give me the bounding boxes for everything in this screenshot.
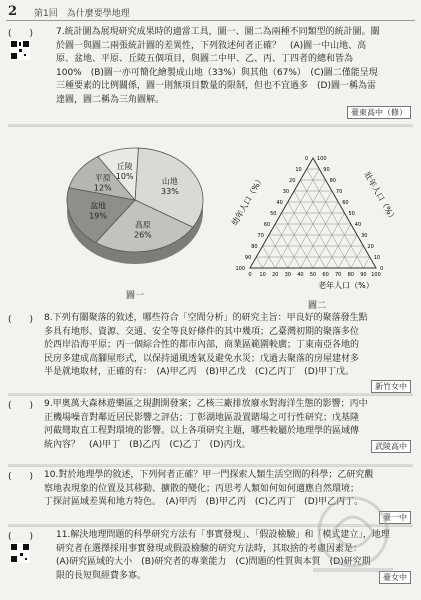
pie-chart: [60, 140, 210, 280]
ternary-tick-bottom: 60: [322, 272, 329, 278]
qr-code-icon[interactable]: [10, 543, 30, 563]
ternary-tick-bottom: 20: [272, 272, 279, 278]
answer-blank[interactable]: ( ): [8, 472, 34, 482]
ternary-tick-left: 60: [263, 222, 271, 228]
ternary-tick-right: 0: [380, 266, 384, 272]
ternary-gridline: [294, 191, 338, 268]
question-8: [8, 312, 413, 392]
ternary-tick-right: 100: [317, 156, 327, 162]
ternary-chart: [228, 140, 398, 290]
ternary-tick-bottom: 80: [347, 272, 354, 278]
header-rule: [6, 20, 415, 21]
pie-slice-value: 26%: [133, 230, 152, 240]
section-divider: [8, 124, 413, 127]
answer-blank[interactable]: ( ): [8, 29, 34, 39]
question-number: 8.: [44, 313, 53, 323]
source-badge: 臺女中: [379, 571, 411, 584]
pie-slice-value: 19%: [89, 211, 107, 221]
pie-slice-value: 10%: [115, 171, 134, 181]
page-number: 2: [8, 4, 18, 19]
source-badge: 新竹女中: [371, 380, 411, 393]
ternary-tick-left: 80: [251, 244, 258, 250]
ternary-axis-right: 壯年人口（%）: [362, 170, 398, 224]
ternary-gridline: [338, 235, 357, 268]
question-text: [44, 398, 413, 452]
source-badge: 武陵高中: [371, 440, 411, 453]
question-line: 民房多建成高腳屋形式，以保持通風透氣及避免水災；戊過去聚落的房屋建材多: [44, 353, 360, 364]
ternary-axis-left: 幼年人口（%）: [230, 174, 266, 228]
question-line: 原、盆地、平原、丘陵五個項目，與圖二中甲、乙、丙、丁四者的總和皆為: [56, 54, 354, 65]
ternary-tick-bottom: 50: [309, 272, 317, 278]
pie-slice-label: 平原: [94, 173, 111, 183]
ternary-gridline: [269, 235, 288, 268]
answer-blank[interactable]: ( ): [8, 315, 34, 325]
question-line: (A)研究區域的大小 (B)研究者的專業能力 (C)問題的性質與本質 (D)研究期: [56, 557, 371, 568]
ternary-tick-right: 80: [329, 178, 336, 184]
pie-slice-value: 12%: [93, 183, 112, 193]
ternary-tick-bottom: 90: [360, 272, 367, 278]
ternary-tick-bottom: 100: [371, 272, 381, 278]
question-line: 統內容？ (A)甲丁 (B)乙丙 (C)乙丁 (D)丙戊。: [44, 439, 251, 450]
question-7: [8, 26, 413, 122]
ternary-tick-left: 0: [304, 156, 308, 162]
pie-slice-value: 33%: [161, 186, 179, 196]
ternary-tick-right: 40: [354, 222, 362, 228]
ternary-tick-right: 90: [323, 167, 330, 173]
ternary-tick-right: 70: [335, 189, 343, 195]
figure-caption-1: 圖一: [126, 291, 145, 301]
question-line: 於西岸沿海平原；丙一個綜合性的都市內部，商業區範圍較廣；丁東南亞各地的: [44, 340, 360, 351]
ternary-tick-left: 10: [295, 167, 302, 173]
ternary-gridline: [282, 213, 314, 268]
ternary-tick-left: 70: [257, 233, 264, 239]
question-line: 甲奧萬大森林遊樂區之規劃開發案；乙核三廠排放廢水對海洋生態的影響；丙中: [52, 399, 368, 409]
source-badge: 臺東高中（修）: [347, 106, 411, 119]
ternary-tick-right: 10: [373, 255, 381, 261]
ternary-tick-bottom: 10: [259, 272, 266, 278]
answer-blank[interactable]: ( ): [8, 401, 34, 411]
question-line: 限的長短與經費多寡。: [56, 570, 147, 581]
ternary-tick-right: 30: [361, 233, 368, 239]
question-text: [44, 312, 413, 380]
ternary-tick-left: 40: [276, 200, 283, 206]
answer-blank[interactable]: ( ): [8, 532, 34, 542]
question-line: 解決地理問題的科學研究方法有「事實發現」、「假設檢驗」和「模式建立」，地理: [70, 530, 390, 540]
figure-caption-2: 圖二: [308, 301, 327, 311]
ternary-axis-bottom: 老年人口（%）: [318, 281, 374, 290]
ternary-tick-right: 60: [342, 200, 349, 206]
question-line: 正機場噪音對鄰近居民影響之評估；丁彰湖地區設置賭場之可行性研究；戊基隆: [44, 412, 360, 423]
question-line: 河截彎取直工程對環境的影響。以上各項研究主題，哪些較屬於地理學的區域傳: [44, 426, 360, 437]
question-number: 7.: [56, 27, 65, 37]
ternary-gridline: [256, 257, 262, 268]
section-divider: [8, 464, 413, 467]
question-line: 多具有地形、資源、交通、安全等良好條件的其中幾項；乙臺灣初期的聚落多位: [44, 326, 360, 337]
ternary-tick-right: 20: [367, 244, 374, 250]
page-header: [6, 4, 415, 20]
qr-code-icon[interactable]: [10, 40, 30, 60]
ternary-gridline: [288, 191, 332, 268]
ternary-tick-right: 50: [348, 211, 355, 217]
chapter-title: 第1回 為什麼要學地理: [34, 9, 130, 19]
section-divider: [8, 393, 413, 396]
pie-slice-label: 丘陵: [116, 161, 133, 171]
question-line: 三種要素的比例關係，圖一則無項目數量的限制，但也不宜過多 (D)圖一稱為雷: [56, 81, 376, 92]
question-line: 丁探討區域差異和地方特色。 (A)甲丙 (B)甲乙丙 (C)乙丙丁 (D)甲乙丙丁。: [44, 497, 364, 508]
pie-slice-label: 盆地: [90, 201, 107, 211]
pie-slice-label: 高原: [134, 220, 151, 230]
ternary-tick-left: 20: [289, 178, 296, 184]
pie-slice-label: 山地: [161, 176, 178, 186]
question-line: 達圖，圖二稱為三角圖解。: [56, 94, 165, 105]
question-9: [8, 398, 413, 464]
ternary-tick-bottom: 70: [335, 272, 342, 278]
question-line: 研究者在選擇採用事實發現或假設檢驗的研究方法時，其取捨的考慮因素是：: [56, 543, 363, 554]
ternary-tick-bottom: 30: [284, 272, 291, 278]
question-number: 9.: [44, 399, 53, 409]
question-number: 11.: [56, 530, 71, 540]
question-number: 10.: [44, 470, 59, 480]
ternary-tick-bottom: 40: [297, 272, 304, 278]
question-text: [56, 26, 413, 108]
ternary-tick-bottom: 0: [248, 272, 252, 278]
question-line: 對於地理學的敘述，下列何者正確？甲一門探索人類生活空間的科學；乙研究觀: [58, 470, 374, 480]
question-line: 下列有關聚落的敘述，哪些符合「空間分析」的研究主旨：甲良好的聚落發生點: [52, 313, 368, 323]
ternary-tick-left: 30: [282, 189, 290, 195]
question-line: 統計圖為展現研究成果時的適當工具，圖一、圖二為兩種不同類型的統計圖。關: [64, 27, 380, 37]
ternary-gridline: [363, 257, 369, 268]
figure-area: [60, 140, 400, 310]
question-line: 於圖一與圖二兩張統計圖的差異性，下列敘述何者正確？ (A)圖一中山地、高: [56, 40, 367, 51]
source-badge: 臺一中: [379, 511, 411, 524]
ternary-tick-left: 50: [270, 211, 277, 217]
ternary-tick-left: 90: [244, 255, 252, 261]
publisher-watermark-icon: [293, 492, 413, 582]
question-line: 半是就地取材，正確的有： (A)甲乙丙 (B)甲乙戊 (C)乙丙丁 (D)甲丁戊。: [44, 367, 355, 378]
question-line: 100% (B)圖一亦可簡化繪製成山地（33%）與其他（67%） (C)圖二僅能呈現: [56, 67, 378, 78]
question-line: 察地表現象的位置及其移動、擴散的變化；丙思考人類如何如何適應自然環境；: [44, 483, 360, 494]
ternary-tick-left: 100: [235, 266, 245, 272]
ternary-gridline: [313, 213, 345, 268]
